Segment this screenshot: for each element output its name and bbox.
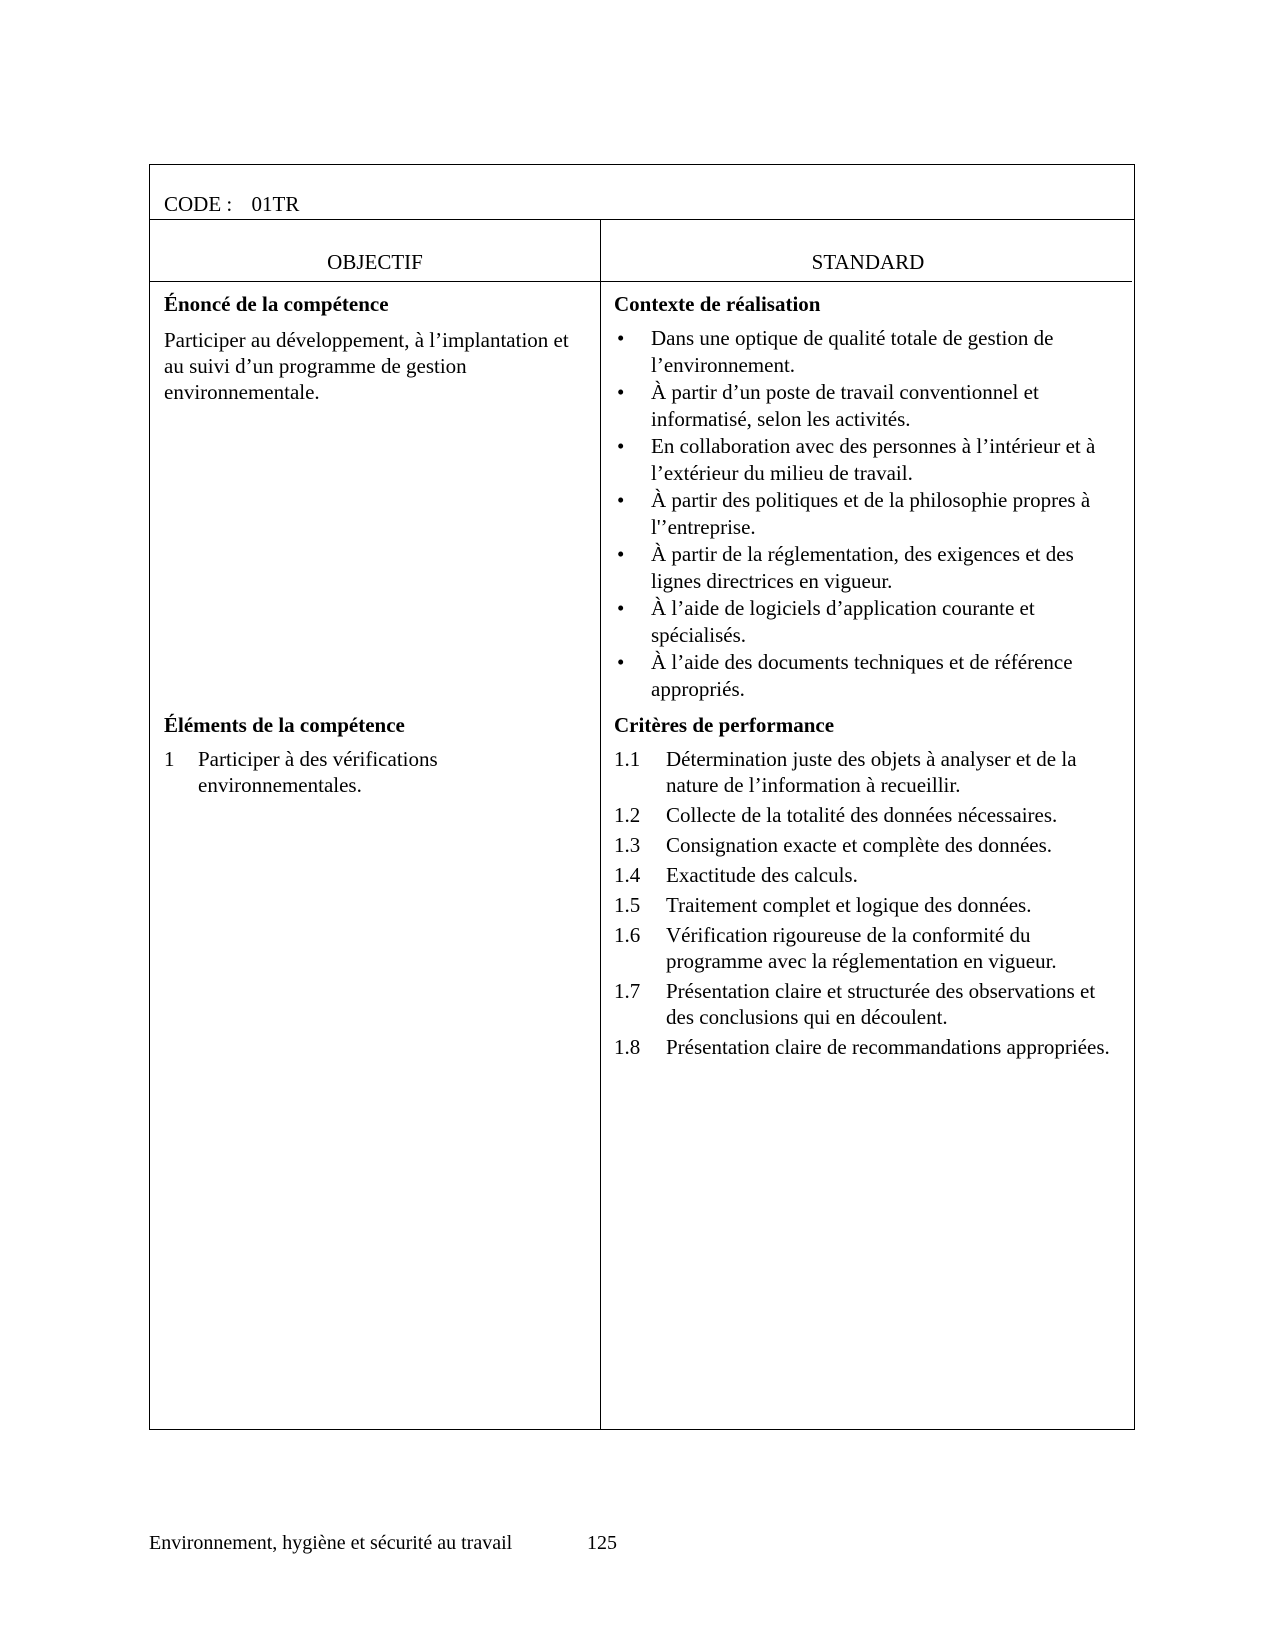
page-footer bbox=[149, 1530, 617, 1556]
code-divider bbox=[150, 219, 1134, 220]
critere-number: 1.5 bbox=[614, 893, 641, 917]
critere-item bbox=[614, 862, 1124, 888]
critere-text: Présentation claire et structurée des observations et des conclusions qui en découlent. bbox=[666, 979, 1096, 1029]
bullet-icon: • bbox=[617, 326, 625, 350]
critere-item bbox=[614, 832, 1124, 858]
critere-number: 1.6 bbox=[614, 923, 641, 947]
bullet-icon: • bbox=[617, 650, 625, 674]
page-number: 125 bbox=[587, 1532, 617, 1554]
critere-text: Détermination juste des objets à analyser et de la nature de l’information à recueillir. bbox=[666, 747, 1077, 797]
element-number: 1 bbox=[164, 747, 175, 771]
contexte-list bbox=[614, 325, 1124, 703]
critere-number: 1.7 bbox=[614, 979, 641, 1003]
contexte-item bbox=[614, 379, 1124, 433]
contexte-item bbox=[614, 649, 1124, 703]
critere-item bbox=[614, 802, 1124, 828]
element-item bbox=[164, 746, 584, 798]
bullet-icon: • bbox=[617, 380, 625, 404]
competency-table bbox=[149, 164, 1135, 1430]
criteres-list bbox=[614, 746, 1124, 1060]
critere-number: 1.2 bbox=[614, 803, 641, 827]
critere-item bbox=[614, 978, 1124, 1030]
contexte-item bbox=[614, 433, 1124, 487]
contexte-item-text: À l’aide de logiciels d’application courante et spécialisés. bbox=[651, 596, 1035, 647]
contexte-heading: Contexte de réalisation bbox=[614, 292, 821, 316]
column-header-standard: STANDARD bbox=[811, 250, 925, 274]
elements-heading: Éléments de la compétence bbox=[164, 713, 405, 737]
contexte-item bbox=[614, 487, 1124, 541]
critere-number: 1.8 bbox=[614, 1035, 641, 1059]
elements-list bbox=[164, 746, 584, 798]
header-divider bbox=[150, 281, 1132, 282]
contexte-item bbox=[614, 595, 1124, 649]
critere-text: Traitement complet et logique des données. bbox=[666, 893, 1032, 917]
contexte-item-text: Dans une optique de qualité totale de gestion de l’environnement. bbox=[651, 326, 1054, 377]
critere-item bbox=[614, 1034, 1124, 1060]
bullet-icon: • bbox=[617, 434, 625, 458]
enonce-section bbox=[164, 291, 584, 405]
critere-text: Collecte de la totalité des données nécessaires. bbox=[666, 803, 1058, 827]
critere-item bbox=[614, 746, 1124, 798]
code-value: 01TR bbox=[251, 192, 300, 216]
contexte-item bbox=[614, 325, 1124, 379]
element-text: Participer à des vérifications environnementales. bbox=[198, 747, 438, 797]
criteres-heading: Critères de performance bbox=[614, 713, 835, 737]
criteres-section bbox=[614, 712, 1124, 1064]
critere-text: Consignation exacte et complète des données. bbox=[666, 833, 1053, 857]
enonce-text: Participer au développement, à l’implantation et au suivi d’un programme de gestion environnementale. bbox=[164, 328, 569, 404]
contexte-item-text: À partir de la réglementation, des exigences et des lignes directrices en vigueur. bbox=[651, 542, 1074, 593]
critere-item bbox=[614, 892, 1124, 918]
bullet-icon: • bbox=[617, 596, 625, 620]
critere-text: Exactitude des calculs. bbox=[666, 863, 858, 887]
critere-number: 1.3 bbox=[614, 833, 641, 857]
code-row bbox=[164, 191, 299, 217]
enonce-heading: Énoncé de la compétence bbox=[164, 292, 389, 316]
contexte-item-text: À l’aide des documents techniques et de référence appropriés. bbox=[651, 650, 1073, 701]
contexte-item bbox=[614, 541, 1124, 595]
critere-text: Vérification rigoureuse de la conformité du programme avec la réglementation en vigueur. bbox=[666, 923, 1057, 973]
footer-title: Environnement, hygiène et sécurité au travail bbox=[149, 1532, 513, 1554]
critere-item bbox=[614, 922, 1124, 974]
critere-text: Présentation claire de recommandations appropriées. bbox=[666, 1035, 1110, 1059]
code-label: CODE : bbox=[164, 192, 233, 216]
contexte-section bbox=[614, 291, 1124, 703]
column-header-objectif: OBJECTIF bbox=[327, 250, 423, 274]
critere-number: 1.4 bbox=[614, 863, 641, 887]
column-divider bbox=[600, 219, 601, 1429]
contexte-item-text: En collaboration avec des personnes à l’intérieur et à l’extérieur du milieu de travail. bbox=[651, 434, 1096, 485]
critere-number: 1.1 bbox=[614, 747, 641, 771]
contexte-item-text: À partir des politiques et de la philosophie propres à l'’entreprise. bbox=[651, 488, 1091, 539]
elements-section bbox=[164, 712, 584, 802]
contexte-item-text: À partir d’un poste de travail conventionnel et informatisé, selon les activités. bbox=[651, 380, 1039, 431]
bullet-icon: • bbox=[617, 542, 625, 566]
bullet-icon: • bbox=[617, 488, 625, 512]
